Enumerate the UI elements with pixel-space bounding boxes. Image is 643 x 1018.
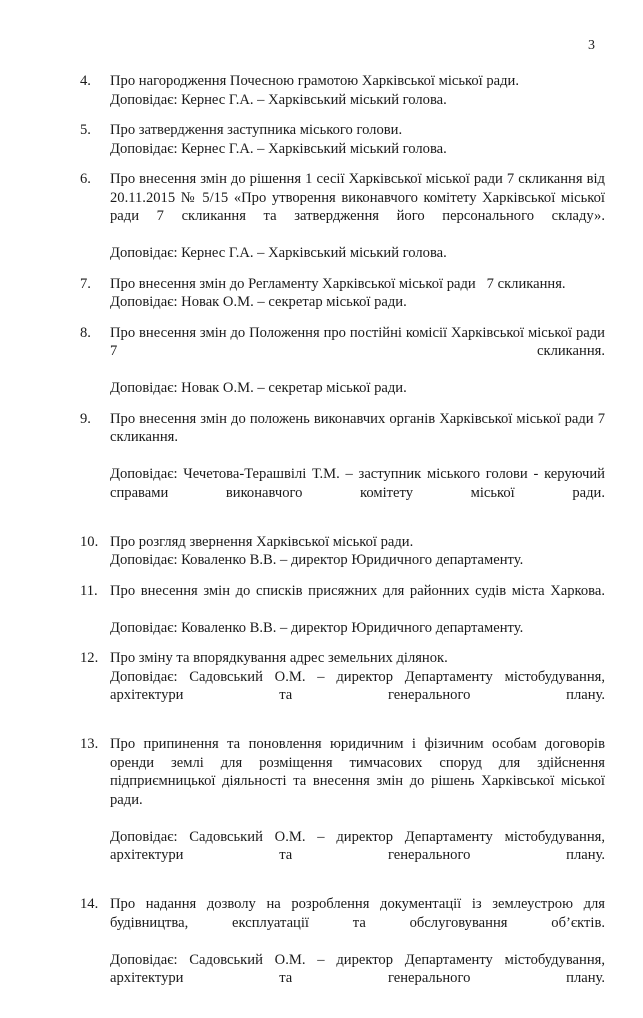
agenda-item-14 — [80, 895, 605, 1006]
item-speaker: Доповідає: Коваленко В.В. – директор Юридичного департаменту. — [110, 619, 524, 636]
item-title: Про внесення змін до Регламенту Харківської міської ради 7 скликання. — [110, 275, 566, 292]
item-speaker: Доповідає: Кернес Г.А. – Харківський міський голова. — [110, 140, 447, 157]
item-speaker: Доповідає: Чечетова-Терашвілі Т.М. – заступник міського голови - керуючий справами виконавчого комітету міської ради. — [110, 466, 605, 501]
item-speaker: Доповідає: Кернес Г.А. – Харківський міський голова. — [110, 91, 447, 108]
item-number: 11. — [80, 582, 98, 599]
agenda-item-6 — [80, 170, 605, 263]
item-title: Про припинення та поновлення юридичним і фізичним особам договорів оренди землі для розміщення тимчасових споруд для здійснення підприємницької діяльності та внесення змін до рішень Харківської міської ради. — [110, 736, 605, 808]
agenda-item-11 — [80, 582, 605, 638]
item-number: 9. — [80, 410, 91, 427]
item-number: 10. — [80, 533, 99, 550]
item-title: Про затвердження заступника міського голови. — [110, 122, 403, 138]
item-speaker: Доповідає: Садовський О.М. – директор Департаменту містобудування, архітектури та генерального плану. — [110, 828, 605, 863]
page-number: 3 — [588, 38, 595, 53]
agenda-item-9 — [80, 410, 605, 521]
agenda-item-5 — [80, 121, 605, 158]
item-number: 8. — [80, 324, 91, 341]
item-speaker: Доповідає: Садовський О.М. – директор Департаменту містобудування, архітектури та генерального плану. — [110, 668, 605, 703]
item-number: 4. — [80, 73, 91, 89]
item-number: 7. — [80, 275, 91, 292]
item-speaker: Доповідає: Садовський О.М. – директор Департаменту містобудування, архітектури та генерального плану. — [110, 951, 605, 986]
item-number: 14. — [80, 896, 99, 912]
item-title: Про надання дозволу на розроблення документації із землеустрою для будівництва, експлуатації та обслуговування об’єктів. — [110, 896, 605, 931]
item-title: Про нагородження Почесною грамотою Харківської міської ради. — [110, 73, 520, 89]
agenda-item-7 — [80, 275, 605, 312]
item-title: Про розгляд звернення Харківської міської ради. — [110, 533, 414, 550]
item-speaker: Доповідає: Коваленко В.В. – директор Юридичного департаменту. — [110, 552, 524, 568]
item-number: 6. — [80, 171, 91, 187]
item-speaker: Доповідає: Новак О.М. – секретар міської ради. — [110, 380, 407, 396]
item-title: Про внесення змін до Положення про постійні комісії Харківської міської ради 7 скликання. — [110, 324, 605, 359]
item-title: Про внесення змін до положень виконавчих органів Харківської міської ради 7 скликання. — [110, 410, 605, 445]
agenda-item-8 — [80, 324, 605, 398]
agenda-item-13 — [80, 735, 605, 883]
item-number: 12. — [80, 650, 99, 666]
agenda-item-4 — [80, 72, 605, 109]
item-speaker: Доповідає: Новак О.М. – секретар міської ради. — [110, 294, 407, 310]
item-title: Про зміну та впорядкування адрес земельних ділянок. — [110, 650, 448, 666]
item-title: Про внесення змін до списків присяжних для районних судів міста Харкова. — [110, 582, 605, 599]
item-title: Про внесення змін до рішення 1 сесії Харківської міської ради 7 скликання від 20.11.2015 № 5/15 «Про утворення виконавчого комітету Харківської міської ради 7 скликання та затвердження його персонального складу». — [110, 171, 605, 224]
item-number: 13. — [80, 736, 99, 752]
item-number: 5. — [80, 122, 91, 138]
agenda-list — [80, 72, 605, 1018]
agenda-item-12 — [80, 649, 605, 723]
agenda-item-10 — [80, 533, 605, 570]
item-speaker: Доповідає: Кернес Г.А. – Харківський міський голова. — [110, 245, 447, 261]
